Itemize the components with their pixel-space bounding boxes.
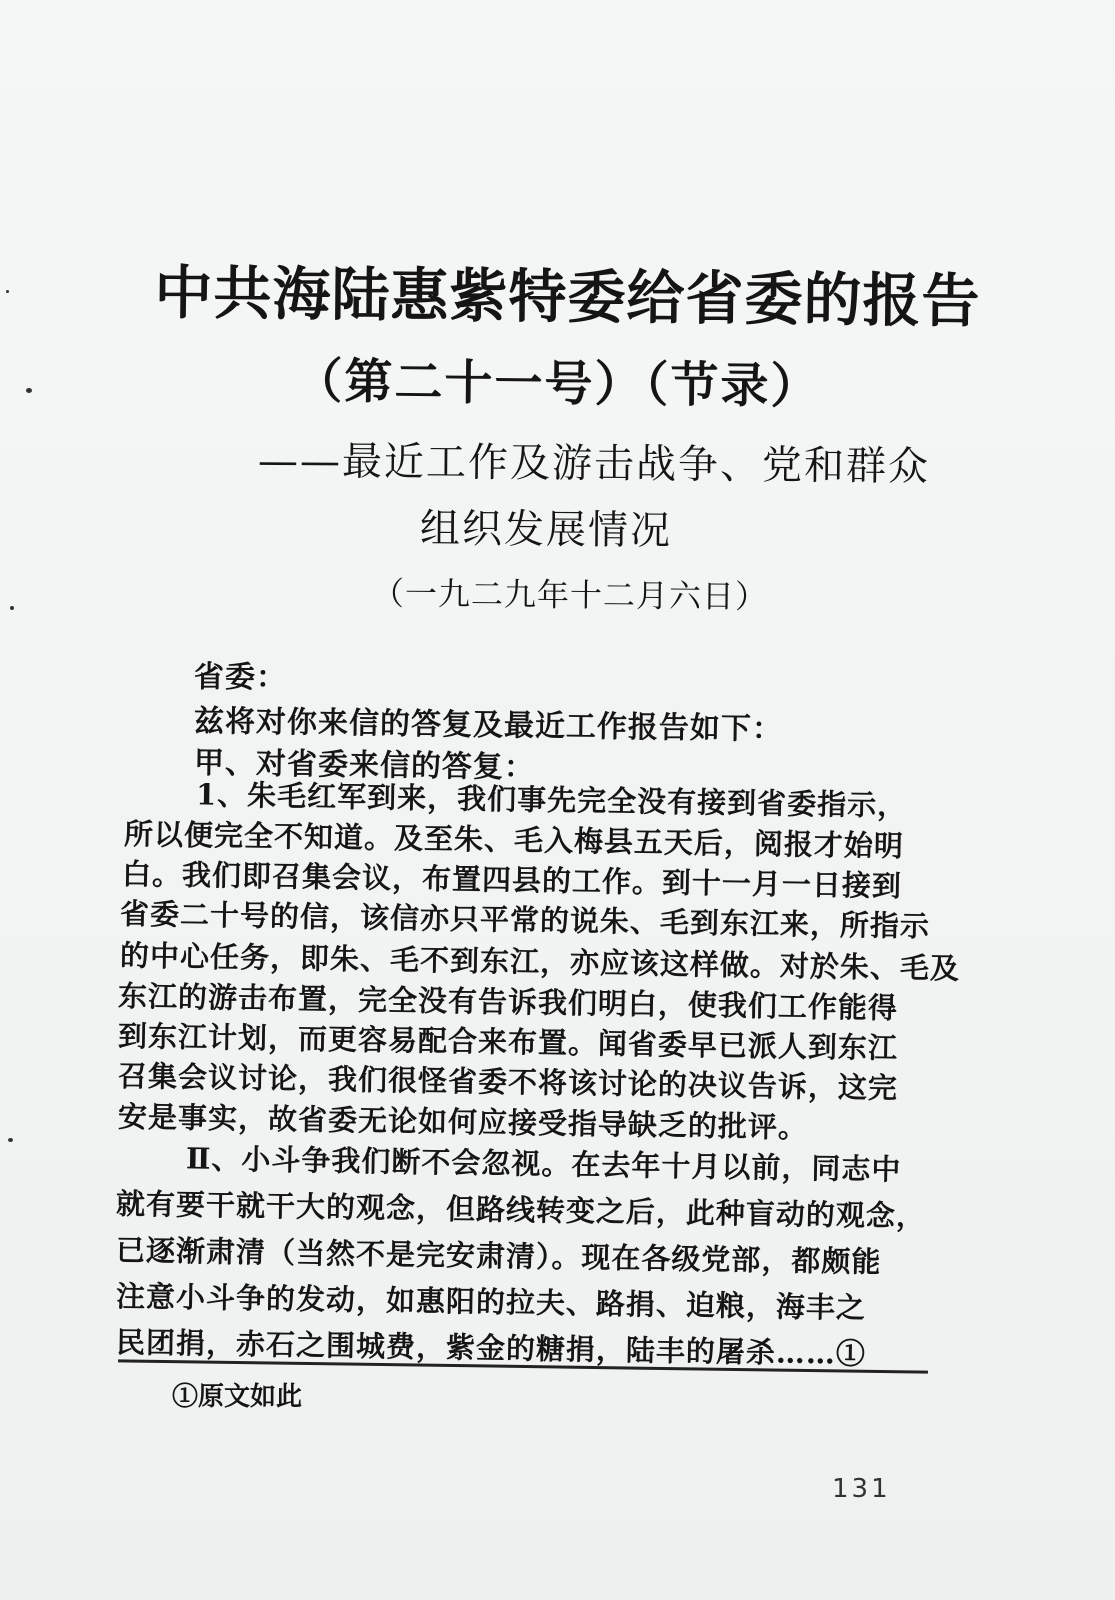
footnote: ①原文如此 [172, 1382, 303, 1412]
subtitle-line-2: 组织发展情况 [419, 505, 673, 555]
paragraph-1-line: 白。我们即召集会议，布置四县的工作。到十一月一日接到 [121, 856, 903, 904]
paragraph-2-line: Ⅱ、小斗争我们断不会忽视。在去年十月以前，同志中 [185, 1141, 902, 1187]
paragraph-2-line: 就有要干就干大的观念，但路线转变之后，此种盲动的观念， [115, 1186, 927, 1234]
paragraph-1-line: 所以便完全不知道。及至朱、毛入梅县五天后，阅报才始明 [123, 816, 905, 864]
paragraph-1-line: 到东江计划，而更容易配合来布置。闻省委早已派人到东江 [117, 1018, 899, 1066]
scan-speck [6, 290, 9, 293]
page-number: 131 [832, 1474, 891, 1504]
section-heading-a: 甲、对省委来信的答复： [193, 745, 536, 786]
paragraph-1-line: 安是事实，故省委无论如何应接受指导缺乏的批评。 [117, 1099, 809, 1145]
paragraph-1-line: 的中心任务，即朱、毛不到东江，亦应该这样做。对於朱、毛及 [119, 938, 961, 986]
paragraph-2-line: 已逐渐肃清（当然不是完安肃清）。现在各级党部，都颇能 [115, 1232, 882, 1280]
paragraph-1-line: 东江的游击布置，完全没有告诉我们明白，使我们工作能得 [117, 978, 899, 1026]
paragraph-1-line: 省委二十号的信，该信亦只平常的说朱、毛到东江来，所指示 [119, 896, 931, 944]
paragraph-2-line: 注意小斗争的发动，如惠阳的拉夫、路捐、迫粮，海丰之 [115, 1279, 867, 1325]
salutation: 省委： [193, 659, 288, 696]
paragraph-1-line: 召集会议讨论，我们很怪省委不将该讨论的决议告诉，这完 [117, 1058, 899, 1106]
subtitle-line-1: ——最近工作及游击战争、党和群众 [257, 438, 931, 490]
document-number-line: （第二十一号）（节录） [294, 353, 821, 415]
scan-speck [10, 606, 14, 610]
document-title: 中共海陆惠紫特委给省委的报告 [154, 258, 981, 336]
scan-speck [8, 1138, 13, 1142]
document-date: （一九二九年十二月六日） [371, 574, 769, 616]
paragraph-2-line: 民团捐，赤石之围城费，紫金的糖捐，陆丰的屠杀……① [115, 1325, 867, 1371]
paragraph-1-line: 1、朱毛红军到来，我们事先完全没有接到省委指示， [195, 777, 908, 823]
intro-line: 兹将对你来信的答复及最近工作报告如下： [193, 703, 784, 748]
